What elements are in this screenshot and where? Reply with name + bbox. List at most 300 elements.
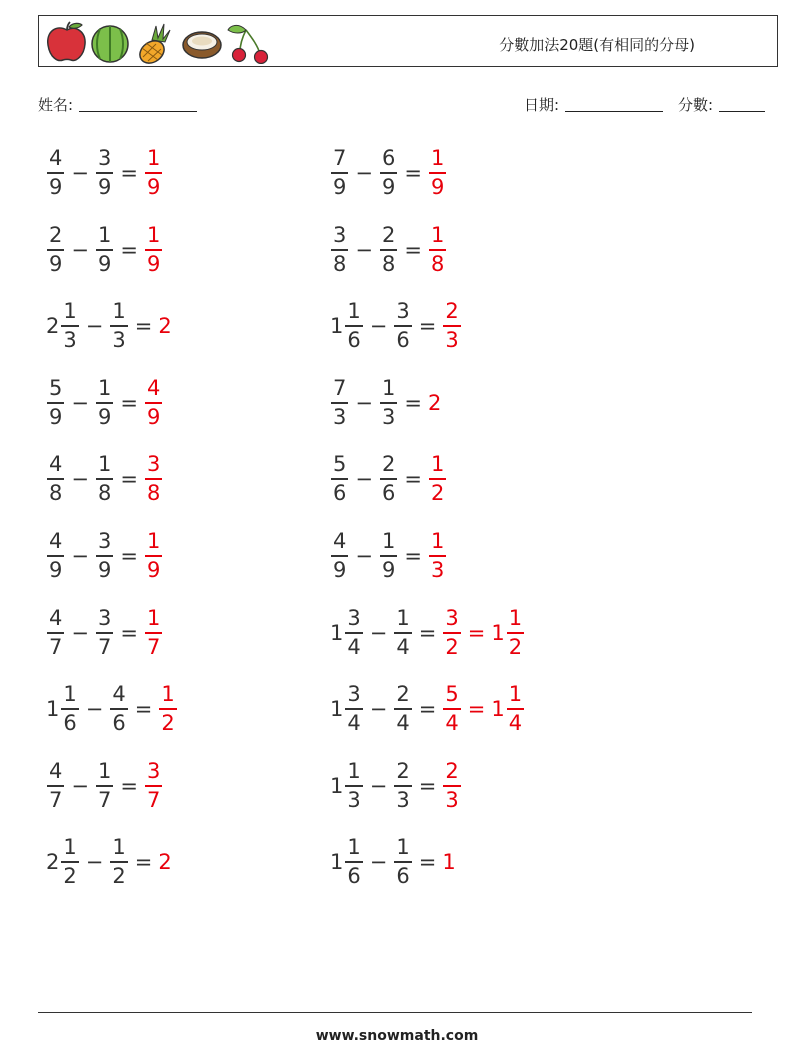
answer-value xyxy=(428,222,447,276)
answer xyxy=(144,531,163,581)
subtrahend-fraction xyxy=(394,837,411,887)
subtrahend xyxy=(379,531,398,581)
subtrahend-denominator: 9 xyxy=(97,404,112,429)
answer xyxy=(442,850,456,874)
answer-value-fraction xyxy=(145,375,162,429)
problem-item xyxy=(46,220,163,280)
answer-value-numerator: 1 xyxy=(161,682,175,707)
answer-value-denominator: 9 xyxy=(430,175,445,199)
minus-sign: − xyxy=(71,467,89,492)
subtrahend-numerator: 1 xyxy=(381,529,396,553)
problem-item xyxy=(46,296,173,356)
answer-value xyxy=(144,454,163,504)
minus-sign: − xyxy=(369,697,388,722)
answer-value-numerator: 1 xyxy=(508,682,523,707)
minus-sign: − xyxy=(369,773,388,798)
subtrahend xyxy=(95,222,114,276)
minus-sign: − xyxy=(71,237,89,262)
minuend-whole: 1 xyxy=(46,697,60,722)
equals-sign: = xyxy=(404,161,422,185)
minus-sign: − xyxy=(355,544,373,568)
minuend-numerator: 5 xyxy=(49,375,63,400)
minuend-fraction xyxy=(47,454,64,504)
subtrahend xyxy=(95,758,114,812)
answer-value xyxy=(158,684,177,734)
subtrahend xyxy=(95,148,114,198)
subtrahend-numerator: 3 xyxy=(97,146,112,170)
subtrahend-denominator: 7 xyxy=(97,634,112,659)
minuend xyxy=(46,837,80,887)
answer-value-fraction xyxy=(145,454,162,504)
minuend-denominator: 6 xyxy=(333,481,347,506)
subtrahend-numerator: 3 xyxy=(97,605,112,630)
subtrahend-denominator: 8 xyxy=(97,481,112,506)
answer xyxy=(442,605,525,659)
answer-value-denominator: 7 xyxy=(146,787,161,812)
subtrahend-fraction xyxy=(394,605,411,659)
minuend xyxy=(330,301,364,351)
problem-item xyxy=(330,449,447,509)
problem-item xyxy=(46,143,163,203)
subtrahend-denominator: 9 xyxy=(381,558,396,582)
answer xyxy=(158,850,172,874)
answer-value-denominator: 3 xyxy=(445,787,459,812)
answer-value-fraction xyxy=(145,605,162,659)
answer-value-numerator: 1 xyxy=(146,605,161,630)
answer-value-fraction xyxy=(429,531,446,581)
cherry-icon xyxy=(228,25,268,63)
answer-value xyxy=(144,758,163,812)
minuend xyxy=(46,531,65,581)
answer-value xyxy=(442,684,461,734)
minus-sign: − xyxy=(369,620,388,645)
minuend-whole: 1 xyxy=(330,773,344,798)
answer xyxy=(144,222,163,276)
minuend-numerator: 4 xyxy=(333,529,347,553)
subtrahend xyxy=(393,684,412,734)
minuend-denominator: 6 xyxy=(63,711,77,736)
minuend-numerator: 7 xyxy=(333,146,347,170)
subtrahend xyxy=(393,837,412,887)
minuend-whole: 1 xyxy=(330,620,344,645)
answer-value-fraction xyxy=(443,758,460,812)
subtrahend-denominator: 9 xyxy=(97,251,112,276)
answer xyxy=(428,391,442,415)
date-label: 日期: xyxy=(524,96,560,114)
subtrahend-numerator: 2 xyxy=(381,452,396,477)
problem-item xyxy=(330,220,447,280)
equals-sign: = xyxy=(467,697,486,722)
answer-value-numerator: 4 xyxy=(146,375,161,400)
answer xyxy=(158,314,172,338)
minuend-fraction xyxy=(345,301,362,351)
header-box xyxy=(38,15,778,67)
minuend-numerator: 3 xyxy=(347,605,361,630)
subtrahend-denominator: 8 xyxy=(381,251,396,276)
answer-value xyxy=(428,148,447,198)
minuend-fraction xyxy=(61,837,78,887)
subtrahend-numerator: 1 xyxy=(97,222,112,247)
answer-value-denominator: 2 xyxy=(508,634,523,659)
minuend-numerator: 1 xyxy=(63,299,77,324)
minuend xyxy=(330,837,364,887)
minuend-fraction xyxy=(331,222,348,276)
footer-divider xyxy=(38,1012,752,1013)
subtrahend-numerator: 2 xyxy=(396,758,410,783)
minuend-numerator: 4 xyxy=(49,146,63,170)
answer xyxy=(442,758,461,812)
minuend-denominator: 3 xyxy=(333,404,347,429)
answer-value-whole: 1 xyxy=(491,697,505,722)
minuend-numerator: 4 xyxy=(49,758,63,783)
answer-value-fraction xyxy=(443,684,460,734)
minuend-fraction xyxy=(345,684,362,734)
subtrahend-fraction xyxy=(380,222,397,276)
minuend-denominator: 7 xyxy=(49,787,63,812)
minuend-denominator: 6 xyxy=(347,328,361,353)
fruit-icons xyxy=(44,20,274,64)
problem-item xyxy=(46,679,178,739)
minuend-numerator: 2 xyxy=(49,222,63,247)
date-blank[interactable] xyxy=(565,95,663,112)
minuend-fraction xyxy=(47,375,64,429)
watermelon-icon xyxy=(92,26,128,62)
subtrahend-numerator: 1 xyxy=(112,299,126,324)
problem-item xyxy=(330,756,462,816)
answer-value-denominator: 8 xyxy=(146,481,161,506)
minuend-whole: 2 xyxy=(46,850,60,875)
answer xyxy=(144,605,163,659)
answer-value-fraction xyxy=(145,531,162,581)
minuend-fraction xyxy=(47,605,64,659)
minuend-numerator: 4 xyxy=(49,529,63,553)
equals-sign: = xyxy=(404,390,422,415)
answer-value-denominator: 2 xyxy=(430,481,445,506)
minuend-fraction xyxy=(331,454,348,504)
minuend xyxy=(46,222,65,276)
subtrahend-denominator: 6 xyxy=(112,711,126,736)
date-field xyxy=(524,94,663,115)
minuend-denominator: 9 xyxy=(333,175,347,199)
minuend-whole: 1 xyxy=(330,314,344,339)
subtrahend-denominator: 3 xyxy=(112,328,126,353)
answer-value xyxy=(144,375,163,429)
minuend-denominator: 4 xyxy=(347,634,361,659)
subtrahend-fraction xyxy=(96,375,113,429)
answer-value-numerator: 1 xyxy=(430,529,445,553)
minuend-fraction xyxy=(345,605,362,659)
minuend xyxy=(330,454,349,504)
subtrahend-fraction xyxy=(380,531,397,581)
minus-sign: − xyxy=(85,697,104,722)
coconut-icon xyxy=(183,32,221,58)
subtrahend xyxy=(393,301,412,351)
answer-value xyxy=(144,605,163,659)
problem-item xyxy=(330,603,525,663)
answer-value-denominator: 4 xyxy=(508,711,523,736)
minuend-numerator: 7 xyxy=(333,375,347,400)
subtrahend xyxy=(109,837,128,887)
minuend-denominator: 9 xyxy=(333,558,347,582)
subtrahend-fraction xyxy=(380,375,397,429)
answer-value-whole: 2 xyxy=(158,850,172,875)
minus-sign: − xyxy=(71,773,89,798)
answer-value-denominator: 8 xyxy=(430,251,445,276)
minuend xyxy=(46,148,65,198)
subtrahend xyxy=(95,375,114,429)
minuend-denominator: 9 xyxy=(49,558,63,582)
subtrahend-denominator: 6 xyxy=(381,481,396,506)
problem-item xyxy=(46,603,163,663)
equals-sign: = xyxy=(404,237,422,262)
subtrahend-fraction xyxy=(394,301,411,351)
minuend-denominator: 8 xyxy=(49,481,63,506)
minuend-denominator: 2 xyxy=(63,864,77,889)
minus-sign: − xyxy=(71,390,89,415)
minuend-fraction xyxy=(47,531,64,581)
subtrahend-fraction xyxy=(110,837,127,887)
minuend xyxy=(330,758,364,812)
minuend xyxy=(330,605,364,659)
subtrahend-denominator: 3 xyxy=(396,787,410,812)
minuend-denominator: 3 xyxy=(63,328,77,353)
score-blank[interactable] xyxy=(719,95,765,112)
pineapple-icon xyxy=(136,24,170,64)
subtrahend-numerator: 4 xyxy=(112,682,126,707)
equals-sign: = xyxy=(134,850,153,875)
answer-value-numerator: 3 xyxy=(146,452,161,477)
answer-value-numerator: 1 xyxy=(508,605,523,630)
problem-item xyxy=(330,296,462,356)
minuend-denominator: 6 xyxy=(347,864,361,889)
problem-item xyxy=(330,526,447,586)
subtrahend-numerator: 3 xyxy=(396,299,410,324)
answer-value xyxy=(144,222,163,276)
answer-value-fraction xyxy=(429,222,446,276)
minuend-fraction xyxy=(345,837,362,887)
subtrahend-fraction xyxy=(96,605,113,659)
name-label: 姓名: xyxy=(38,96,74,114)
minuend-fraction xyxy=(61,301,78,351)
answer xyxy=(428,148,447,198)
minuend-fraction xyxy=(47,758,64,812)
subtrahend-denominator: 4 xyxy=(396,711,410,736)
answer-value-fraction xyxy=(145,148,162,198)
problem-item xyxy=(330,679,525,739)
minuend-fraction xyxy=(61,684,78,734)
equals-sign: = xyxy=(404,544,422,568)
answer-value-fraction xyxy=(443,301,460,351)
minuend xyxy=(46,758,65,812)
answer-value xyxy=(428,454,447,504)
answer-value-denominator: 2 xyxy=(445,634,459,659)
subtrahend xyxy=(95,605,114,659)
subtrahend xyxy=(393,605,412,659)
minuend-denominator: 3 xyxy=(347,787,361,812)
worksheet-title: 分數加法20題(有相同的分母) xyxy=(499,36,695,54)
answer-value-whole: 2 xyxy=(158,314,172,339)
name-field xyxy=(38,94,197,115)
answer-value-denominator: 9 xyxy=(146,404,161,429)
answer-value-numerator: 1 xyxy=(430,222,445,247)
answer-value-numerator: 2 xyxy=(445,758,459,783)
subtrahend-denominator: 6 xyxy=(396,864,410,889)
answer-value-whole: 2 xyxy=(427,390,442,415)
answer xyxy=(428,454,447,504)
problem-item xyxy=(330,143,447,203)
equals-sign: = xyxy=(120,773,138,798)
minuend-numerator: 1 xyxy=(347,835,361,860)
minus-sign: − xyxy=(71,161,89,185)
equals-sign: = xyxy=(120,237,138,262)
subtrahend-fraction xyxy=(394,684,411,734)
subtrahend-fraction xyxy=(96,454,113,504)
minuend xyxy=(46,301,80,351)
answer-value xyxy=(442,758,461,812)
minuend-numerator: 3 xyxy=(333,222,347,247)
minuend xyxy=(46,684,80,734)
answer-value xyxy=(428,531,447,581)
answer xyxy=(442,301,461,351)
answer-value xyxy=(491,605,525,659)
answer-value xyxy=(144,148,163,198)
problem-item xyxy=(46,756,163,816)
minuend-denominator: 8 xyxy=(333,251,347,276)
problem-item xyxy=(330,373,442,433)
minuend-denominator: 9 xyxy=(49,404,63,429)
minuend xyxy=(330,531,349,581)
subtrahend xyxy=(95,531,114,581)
minus-sign: − xyxy=(85,314,104,339)
equals-sign: = xyxy=(120,620,138,645)
answer xyxy=(428,222,447,276)
subtrahend-numerator: 1 xyxy=(396,835,410,860)
minuend-denominator: 7 xyxy=(49,634,63,659)
answer xyxy=(158,684,177,734)
minus-sign: − xyxy=(85,850,104,875)
answer xyxy=(144,758,163,812)
minus-sign: − xyxy=(355,161,373,185)
minuend xyxy=(46,375,65,429)
subtrahend-fraction xyxy=(380,148,397,198)
answer-value-denominator: 2 xyxy=(161,711,175,736)
minuend-fraction xyxy=(331,148,348,198)
answer-value-fraction xyxy=(443,605,460,659)
equals-sign: = xyxy=(467,620,486,645)
answer-value-denominator: 4 xyxy=(445,711,459,736)
minuend-denominator: 9 xyxy=(49,251,63,276)
answer-value-numerator: 3 xyxy=(146,758,161,783)
answer xyxy=(144,375,163,429)
minuend-numerator: 4 xyxy=(49,452,63,477)
equals-sign: = xyxy=(404,467,422,492)
minuend-fraction xyxy=(331,375,348,429)
equals-sign: = xyxy=(120,544,138,568)
subtrahend-numerator: 6 xyxy=(381,146,396,170)
subtrahend xyxy=(379,375,398,429)
answer-value xyxy=(442,850,456,874)
minus-sign: − xyxy=(369,314,388,339)
answer-value-fraction xyxy=(145,222,162,276)
minuend-whole: 1 xyxy=(330,697,344,722)
name-blank[interactable] xyxy=(79,95,197,112)
equals-sign: = xyxy=(134,314,153,339)
minus-sign: − xyxy=(355,390,373,415)
minuend xyxy=(330,375,349,429)
answer-value-fraction xyxy=(429,148,446,198)
subtrahend xyxy=(379,148,398,198)
answer-value-numerator: 1 xyxy=(146,222,161,247)
answer-value-denominator: 3 xyxy=(430,558,445,582)
subtrahend xyxy=(393,758,412,812)
minuend-fraction xyxy=(47,148,64,198)
answer xyxy=(144,148,163,198)
subtrahend-numerator: 1 xyxy=(381,375,396,400)
equals-sign: = xyxy=(120,390,138,415)
minuend-numerator: 1 xyxy=(347,299,361,324)
subtrahend xyxy=(379,222,398,276)
answer-value-fraction xyxy=(507,684,524,734)
subtrahend-numerator: 3 xyxy=(97,529,112,553)
subtrahend xyxy=(109,301,128,351)
subtrahend xyxy=(109,684,128,734)
minuend-whole: 1 xyxy=(330,850,344,875)
answer xyxy=(144,454,163,504)
equals-sign: = xyxy=(418,850,437,875)
minuend-fraction xyxy=(345,758,362,812)
problem-item xyxy=(46,449,163,509)
answer-value-numerator: 2 xyxy=(445,299,459,324)
subtrahend-fraction xyxy=(96,148,113,198)
minuend-numerator: 3 xyxy=(347,682,361,707)
answer-value-numerator: 1 xyxy=(146,529,161,553)
subtrahend-numerator: 1 xyxy=(97,452,112,477)
minuend-denominator: 9 xyxy=(49,175,63,199)
answer-value-whole: 1 xyxy=(491,620,505,645)
equals-sign: = xyxy=(418,620,437,645)
minuend-numerator: 5 xyxy=(333,452,347,477)
subtrahend-fraction xyxy=(394,758,411,812)
answer-value-fraction xyxy=(429,454,446,504)
answer-value-numerator: 1 xyxy=(430,146,445,170)
minus-sign: − xyxy=(355,467,373,492)
subtrahend-numerator: 2 xyxy=(381,222,396,247)
equals-sign: = xyxy=(418,314,437,339)
minuend-fraction xyxy=(47,222,64,276)
footer-url: www.snowmath.com xyxy=(315,1028,479,1044)
answer-value-numerator: 3 xyxy=(445,605,459,630)
subtrahend-fraction xyxy=(380,454,397,504)
subtrahend-denominator: 6 xyxy=(396,328,410,353)
subtrahend-denominator: 9 xyxy=(97,175,112,199)
answer-value-whole: 1 xyxy=(442,850,456,875)
answer-value-denominator: 9 xyxy=(146,251,161,276)
subtrahend xyxy=(95,454,114,504)
problem-item xyxy=(46,526,163,586)
answer-value-numerator: 1 xyxy=(146,146,161,170)
minus-sign: − xyxy=(369,850,388,875)
subtrahend-fraction xyxy=(110,684,127,734)
minuend-numerator: 1 xyxy=(63,682,77,707)
subtrahend-numerator: 1 xyxy=(97,375,112,400)
subtrahend-numerator: 1 xyxy=(396,605,410,630)
minuend-numerator: 1 xyxy=(347,758,361,783)
subtrahend-fraction xyxy=(96,758,113,812)
answer-value-denominator: 9 xyxy=(146,175,161,199)
equals-sign: = xyxy=(134,697,153,722)
minus-sign: − xyxy=(71,620,89,645)
minuend-numerator: 4 xyxy=(49,605,63,630)
